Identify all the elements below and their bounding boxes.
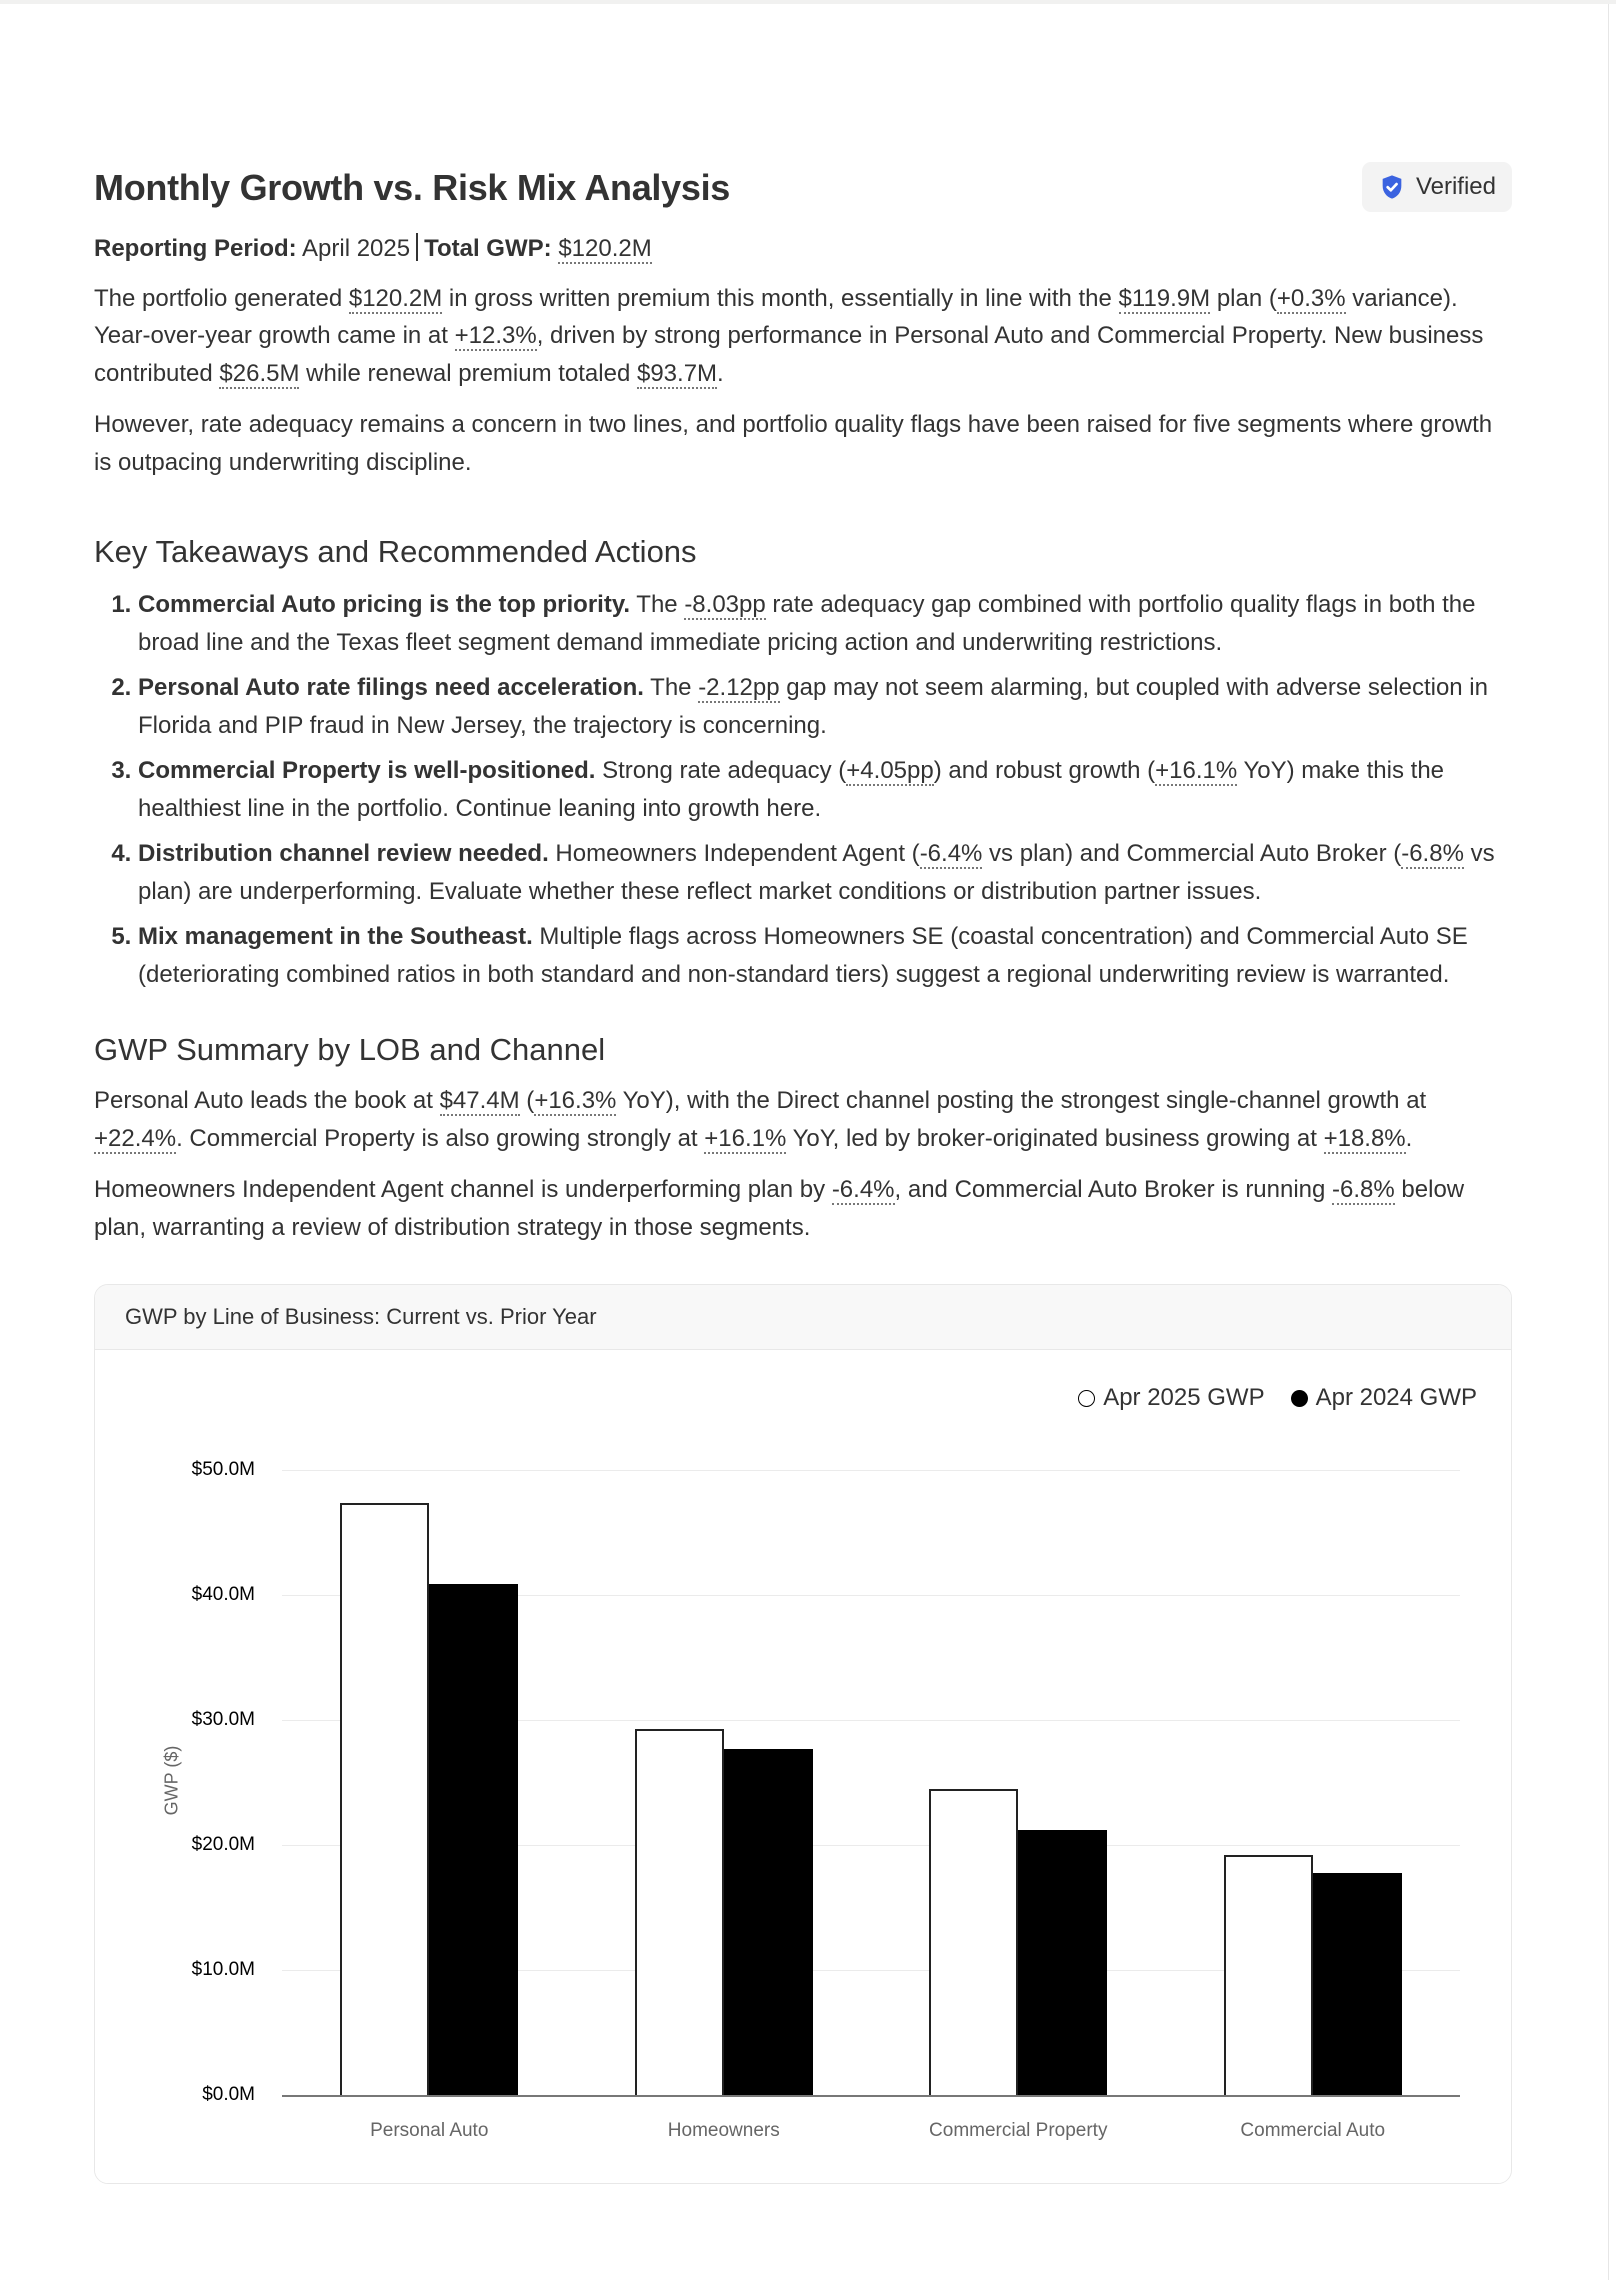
bar-prior[interactable]: [724, 1749, 813, 2095]
intro-paragraph-1: [94, 280, 1512, 393]
takeaways-heading: Key Takeaways and Recommended Actions: [94, 534, 697, 570]
text: (: [519, 1087, 535, 1115]
top-bar: [0, 0, 1616, 4]
report-meta: [94, 232, 1512, 266]
chart-card-header: [95, 1285, 1511, 1350]
total-gwp-value: $120.2M: [558, 235, 652, 262]
text: , driven by strong performance in Personal Auto and Commercial Property. New business contributed: [94, 322, 1484, 387]
metric: -2.12pp: [698, 674, 780, 702]
metric: +0.3%: [1276, 284, 1346, 312]
text: The portfolio generated: [94, 284, 349, 312]
takeaway-item: [138, 918, 1512, 993]
takeaway-item: [138, 586, 1512, 661]
x-axis-tick-label: Homeowners: [667, 2120, 780, 2142]
page-title: Monthly Growth vs. Risk Mix Analysis: [94, 167, 731, 208]
y-axis-tick-label: $30.0M: [191, 1709, 255, 1731]
bar-current[interactable]: [1224, 1855, 1313, 2095]
shield-check-icon: [1378, 173, 1406, 201]
metric: $120.2M: [348, 284, 443, 312]
x-axis-tick-label: Commercial Auto: [1240, 2120, 1386, 2142]
takeaway-item: [138, 835, 1512, 910]
y-axis-tick-label: $20.0M: [191, 1834, 255, 1856]
takeaway-title: Mix management in the Southeast.: [138, 923, 533, 951]
text: in gross written premium this month, essentially in line with the: [442, 284, 1119, 312]
x-axis-line: [282, 2095, 1460, 2097]
text: vs plan) are underperforming. Evaluate whether these reflect market conditions or distribution partner issues.: [138, 840, 1495, 905]
text: Strong rate adequacy (: [595, 757, 847, 785]
text: .: [717, 359, 724, 387]
takeaway-item: [138, 752, 1512, 827]
gridline: [282, 1470, 1460, 1471]
legend-label: Apr 2025 GWP: [1103, 1384, 1265, 1412]
period-label: Reporting Period:: [94, 235, 297, 262]
text: variance). Year-over-year growth came in at: [94, 284, 1458, 350]
title-row: [94, 160, 1512, 212]
y-axis-tick-label: $40.0M: [191, 1584, 255, 1606]
text: rate adequacy gap combined with portfolio quality flags in both the broad line and the Texas fleet segment demand immediate pricing action and underwriting restrictions.: [138, 591, 1476, 656]
chart-body: [95, 1350, 1511, 2184]
text: plan (: [1210, 284, 1277, 312]
metric: +12.3%: [454, 322, 537, 350]
text: .: [1405, 1124, 1413, 1152]
text: gap may not seem alarming, but coupled with adverse selection in Florida and PIP fraud in New Jersey, the trajectory is concerning.: [138, 674, 1488, 739]
chart-title: GWP by Line of Business: Current vs. Prior Year: [125, 1304, 597, 1330]
gwp-summary-heading: GWP Summary by LOB and Channel: [94, 1032, 606, 1068]
bar-prior[interactable]: [1018, 1830, 1107, 2095]
period-value: April 2025: [302, 235, 411, 262]
bar-prior[interactable]: [429, 1584, 518, 2095]
text: vs plan) and Commercial Auto Broker (: [982, 840, 1402, 868]
metric: -6.4%: [831, 1176, 895, 1204]
takeaway-title: Commercial Auto pricing is the top priority.: [138, 591, 631, 619]
text: Multiple flags across Homeowners SE (coastal concentration) and Commercial Auto SE (deteriorating combined ratios in both standard and non-standard tiers) suggest a regional underwriting review is warranted.: [138, 923, 1468, 988]
y-axis-tick-label: $50.0M: [191, 1459, 255, 1481]
x-axis-tick-label: Personal Auto: [370, 2120, 489, 2142]
y-axis-tick-label: $0.0M: [202, 2084, 255, 2106]
metric: -6.8%: [1332, 1176, 1395, 1204]
x-axis-tick-label: Commercial Property: [929, 2120, 1108, 2142]
text: . Commercial Property is also growing strongly at: [176, 1124, 705, 1152]
text: Homeowners Independent Agent channel is underperforming plan by: [94, 1176, 832, 1204]
chart-card: [94, 1284, 1512, 2184]
verified-badge: [1362, 162, 1512, 212]
takeaway-item: [138, 669, 1512, 744]
text: while renewal premium totaled: [299, 359, 637, 387]
metric: +22.4%: [94, 1124, 177, 1152]
metric: +16.1%: [1155, 757, 1238, 785]
text: The: [630, 591, 685, 619]
metric: -6.4%: [919, 840, 983, 868]
text: The: [643, 674, 699, 702]
metric: $47.4M: [439, 1087, 520, 1115]
bar-current[interactable]: [929, 1789, 1018, 2095]
text: , and Commercial Auto Broker is running: [894, 1176, 1333, 1204]
metric: +4.05pp: [846, 757, 934, 785]
metric: $93.7M: [636, 359, 718, 387]
text: YoY) make this the healthiest line in the portfolio. Continue leaning into growth here.: [138, 757, 1445, 822]
intro-paragraph-2: However, rate adequacy remains a concern in two lines, and portfolio quality flags have been raised for five segments where growth is outpacing underwriting discipline.: [94, 411, 1493, 476]
takeaways-list: [94, 586, 1512, 993]
scrollbar[interactable]: [1608, 4, 1616, 2280]
legend-label: Apr 2024 GWP: [1315, 1384, 1477, 1412]
metric: -8.03pp: [684, 591, 766, 619]
bar-chart-plot: [95, 1350, 1512, 2184]
takeaway-title: Distribution channel review needed.: [138, 840, 549, 868]
text: Homeowners Independent Agent (: [548, 840, 920, 868]
metric: $119.9M: [1118, 284, 1211, 312]
text: Personal Auto leads the book at: [94, 1087, 440, 1115]
bar-current[interactable]: [340, 1503, 429, 2096]
metric: +16.3%: [534, 1087, 617, 1115]
text: ) and robust growth (: [933, 757, 1156, 785]
text: YoY, led by broker-originated business growing at: [786, 1124, 1324, 1152]
metric: +16.1%: [704, 1124, 787, 1152]
y-axis-tick-label: $10.0M: [191, 1959, 255, 1981]
takeaway-title: Personal Auto rate filings need acceleration.: [138, 674, 644, 702]
text: below plan, warranting a review of distribution strategy in those segments.: [94, 1176, 1465, 1241]
metric: +18.8%: [1323, 1124, 1406, 1152]
gwp-summary-paragraph-2: [94, 1171, 1512, 1246]
verified-label: Verified: [1415, 173, 1496, 200]
meta-divider: [416, 233, 418, 261]
report-page: [94, 160, 1512, 2184]
takeaway-title: Commercial Property is well-positioned.: [138, 757, 596, 785]
gwp-summary-paragraph-1: [94, 1082, 1512, 1157]
metric: $26.5M: [219, 359, 300, 387]
metric: -6.8%: [1401, 840, 1464, 868]
gwp-label: Total GWP:: [424, 235, 552, 262]
bar-prior[interactable]: [1313, 1873, 1402, 2096]
bar-current[interactable]: [635, 1729, 724, 2095]
y-axis-title: GWP ($): [161, 1746, 182, 1816]
text: YoY), with the Direct channel posting the strongest single-channel growth at: [616, 1087, 1427, 1115]
